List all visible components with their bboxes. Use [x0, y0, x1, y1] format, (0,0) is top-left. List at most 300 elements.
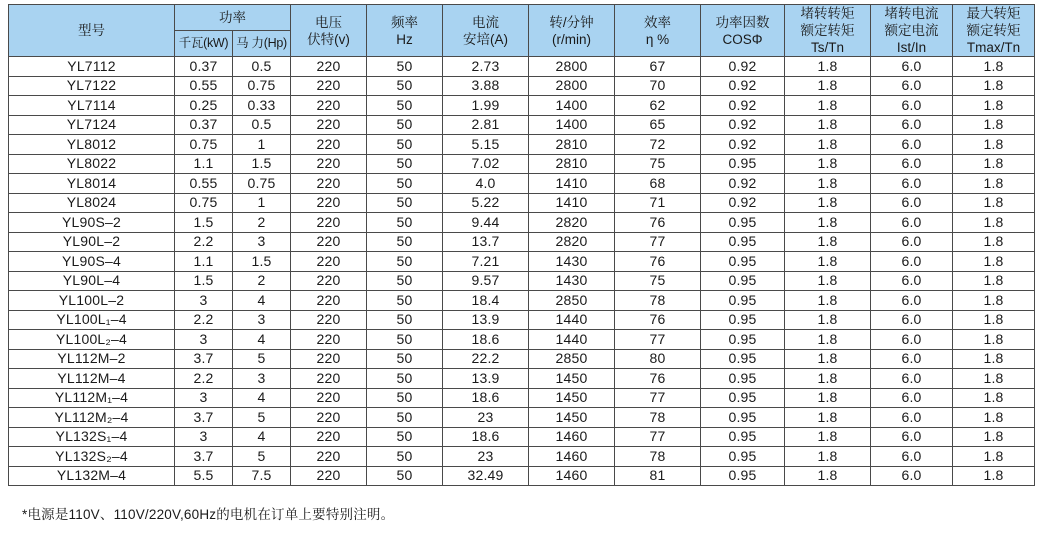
cell-model: YL132M–4	[9, 466, 175, 486]
cell-power-factor: 0.92	[701, 76, 785, 96]
cell-voltage: 220	[291, 291, 367, 311]
cell-locked-torque: 1.8	[785, 76, 871, 96]
header-max-torque-line1: 最大转矩	[966, 6, 1021, 21]
cell-max-torque: 1.8	[953, 427, 1035, 447]
table-row	[9, 427, 1035, 447]
motor-spec-table	[8, 4, 1035, 486]
cell-locked-torque: 1.8	[785, 271, 871, 291]
cell-model: YL112M₁–4	[9, 388, 175, 408]
cell-efficiency: 77	[615, 388, 701, 408]
cell-locked-torque: 1.8	[785, 213, 871, 233]
cell-locked-torque: 1.8	[785, 115, 871, 135]
cell-max-torque: 1.8	[953, 291, 1035, 311]
cell-voltage: 220	[291, 57, 367, 77]
cell-power-kw: 0.55	[175, 174, 233, 194]
cell-current: 4.0	[443, 174, 529, 194]
cell-locked-torque: 1.8	[785, 388, 871, 408]
cell-locked-torque: 1.8	[785, 232, 871, 252]
cell-speed: 1400	[529, 96, 615, 116]
cell-max-torque: 1.8	[953, 135, 1035, 155]
cell-power-factor: 0.92	[701, 57, 785, 77]
cell-locked-torque: 1.8	[785, 252, 871, 272]
cell-voltage: 220	[291, 466, 367, 486]
cell-power-factor: 0.92	[701, 193, 785, 213]
cell-current: 2.73	[443, 57, 529, 77]
cell-model: YL112M–4	[9, 369, 175, 389]
table-row	[9, 232, 1035, 252]
table-row	[9, 330, 1035, 350]
cell-efficiency: 62	[615, 96, 701, 116]
cell-max-torque: 1.8	[953, 310, 1035, 330]
cell-power-kw: 2.2	[175, 369, 233, 389]
cell-locked-current: 6.0	[871, 96, 953, 116]
cell-current: 23	[443, 408, 529, 428]
table-row	[9, 291, 1035, 311]
table-row	[9, 135, 1035, 155]
cell-max-torque: 1.8	[953, 271, 1035, 291]
cell-frequency: 50	[367, 349, 443, 369]
cell-model: YL7122	[9, 76, 175, 96]
cell-locked-torque: 1.8	[785, 291, 871, 311]
table-row	[9, 154, 1035, 174]
table-row	[9, 388, 1035, 408]
cell-voltage: 220	[291, 154, 367, 174]
cell-efficiency: 70	[615, 76, 701, 96]
table-row	[9, 213, 1035, 233]
cell-power-factor: 0.95	[701, 330, 785, 350]
cell-locked-current: 6.0	[871, 232, 953, 252]
cell-efficiency: 76	[615, 310, 701, 330]
cell-power-factor: 0.95	[701, 447, 785, 467]
cell-voltage: 220	[291, 369, 367, 389]
cell-max-torque: 1.8	[953, 388, 1035, 408]
cell-current: 5.22	[443, 193, 529, 213]
cell-max-torque: 1.8	[953, 369, 1035, 389]
cell-voltage: 220	[291, 232, 367, 252]
cell-locked-current: 6.0	[871, 447, 953, 467]
cell-power-hp: 0.75	[233, 76, 291, 96]
cell-voltage: 220	[291, 427, 367, 447]
cell-locked-current: 6.0	[871, 310, 953, 330]
cell-current: 5.15	[443, 135, 529, 155]
header-locked-current-line2: 额定电流	[884, 23, 939, 38]
cell-voltage: 220	[291, 96, 367, 116]
cell-efficiency: 76	[615, 252, 701, 272]
header-locked-current	[871, 5, 953, 57]
cell-voltage: 220	[291, 310, 367, 330]
cell-power-hp: 1.5	[233, 252, 291, 272]
cell-power-hp: 4	[233, 330, 291, 350]
cell-voltage: 220	[291, 408, 367, 428]
cell-power-factor: 0.95	[701, 232, 785, 252]
cell-power-hp: 0.75	[233, 174, 291, 194]
cell-speed: 1430	[529, 271, 615, 291]
header-frequency	[367, 5, 443, 57]
cell-efficiency: 65	[615, 115, 701, 135]
cell-power-hp: 0.5	[233, 115, 291, 135]
cell-power-kw: 0.75	[175, 135, 233, 155]
table-row	[9, 252, 1035, 272]
cell-power-hp: 5	[233, 349, 291, 369]
cell-power-hp: 1	[233, 193, 291, 213]
cell-frequency: 50	[367, 447, 443, 467]
cell-efficiency: 67	[615, 57, 701, 77]
cell-power-factor: 0.95	[701, 291, 785, 311]
cell-current: 13.9	[443, 369, 529, 389]
cell-power-hp: 2	[233, 271, 291, 291]
table-row	[9, 76, 1035, 96]
header-power-factor-line1: 功率因数	[715, 14, 770, 30]
cell-locked-torque: 1.8	[785, 466, 871, 486]
cell-speed: 1410	[529, 174, 615, 194]
cell-max-torque: 1.8	[953, 193, 1035, 213]
cell-current: 18.6	[443, 330, 529, 350]
cell-model: YL90S–2	[9, 213, 175, 233]
cell-locked-current: 6.0	[871, 57, 953, 77]
cell-voltage: 220	[291, 193, 367, 213]
cell-power-factor: 0.95	[701, 349, 785, 369]
cell-speed: 2820	[529, 232, 615, 252]
cell-voltage: 220	[291, 388, 367, 408]
cell-power-factor: 0.95	[701, 310, 785, 330]
cell-frequency: 50	[367, 76, 443, 96]
header-speed	[529, 5, 615, 57]
header-efficiency	[615, 5, 701, 57]
cell-model: YL7114	[9, 96, 175, 116]
cell-power-hp: 7.5	[233, 466, 291, 486]
table-row	[9, 193, 1035, 213]
header-efficiency-line2: η %	[645, 31, 670, 47]
cell-speed: 2800	[529, 76, 615, 96]
cell-power-hp: 1.5	[233, 154, 291, 174]
cell-max-torque: 1.8	[953, 349, 1035, 369]
table-row	[9, 96, 1035, 116]
cell-frequency: 50	[367, 174, 443, 194]
cell-voltage: 220	[291, 115, 367, 135]
cell-current: 18.6	[443, 388, 529, 408]
table-row	[9, 369, 1035, 389]
cell-power-kw: 1.5	[175, 271, 233, 291]
cell-max-torque: 1.8	[953, 466, 1035, 486]
cell-locked-current: 6.0	[871, 271, 953, 291]
cell-model: YL112M₂–4	[9, 408, 175, 428]
cell-frequency: 50	[367, 427, 443, 447]
header-frequency-line2: Hz	[396, 31, 413, 47]
cell-frequency: 50	[367, 96, 443, 116]
cell-locked-torque: 1.8	[785, 349, 871, 369]
cell-model: YL90L–2	[9, 232, 175, 252]
cell-locked-current: 6.0	[871, 388, 953, 408]
cell-power-hp: 3	[233, 232, 291, 252]
cell-max-torque: 1.8	[953, 408, 1035, 428]
cell-locked-torque: 1.8	[785, 408, 871, 428]
cell-speed: 2820	[529, 213, 615, 233]
cell-power-hp: 4	[233, 291, 291, 311]
cell-power-factor: 0.95	[701, 388, 785, 408]
header-locked-torque-line3: Ts/Tn	[810, 40, 844, 55]
cell-power-kw: 0.37	[175, 57, 233, 77]
cell-frequency: 50	[367, 232, 443, 252]
header-frequency-line1: 频率	[391, 14, 418, 30]
cell-model: YL90S–4	[9, 252, 175, 272]
header-model: 型号	[9, 5, 175, 57]
cell-speed: 1440	[529, 310, 615, 330]
header-voltage-line1: 电压	[315, 14, 342, 30]
cell-model: YL132S₁–4	[9, 427, 175, 447]
cell-power-kw: 0.75	[175, 193, 233, 213]
cell-max-torque: 1.8	[953, 96, 1035, 116]
cell-current: 7.21	[443, 252, 529, 272]
table-row	[9, 447, 1035, 467]
header-power: 功率	[175, 5, 291, 31]
cell-speed: 1410	[529, 193, 615, 213]
header-locked-current-line3: Ist/In	[896, 40, 927, 55]
header-max-torque	[953, 5, 1035, 57]
cell-power-kw: 3.7	[175, 349, 233, 369]
cell-efficiency: 78	[615, 408, 701, 428]
table-row	[9, 310, 1035, 330]
table-row	[9, 174, 1035, 194]
cell-efficiency: 80	[615, 349, 701, 369]
cell-efficiency: 78	[615, 447, 701, 467]
cell-locked-current: 6.0	[871, 154, 953, 174]
cell-efficiency: 77	[615, 427, 701, 447]
cell-frequency: 50	[367, 388, 443, 408]
header-max-torque-line2: 额定转矩	[966, 23, 1021, 38]
cell-current: 1.99	[443, 96, 529, 116]
cell-model: YL8014	[9, 174, 175, 194]
cell-current: 13.9	[443, 310, 529, 330]
cell-model: YL7124	[9, 115, 175, 135]
cell-power-kw: 3.7	[175, 408, 233, 428]
cell-voltage: 220	[291, 252, 367, 272]
cell-frequency: 50	[367, 271, 443, 291]
cell-current: 32.49	[443, 466, 529, 486]
header-locked-current-line1: 堵转电流	[884, 6, 939, 21]
cell-voltage: 220	[291, 271, 367, 291]
cell-current: 13.7	[443, 232, 529, 252]
cell-voltage: 220	[291, 213, 367, 233]
header-current-line1: 电流	[472, 14, 499, 30]
cell-power-factor: 0.95	[701, 427, 785, 447]
header-power-factor-line2: COSΦ	[722, 31, 763, 47]
cell-power-kw: 3.7	[175, 447, 233, 467]
cell-speed: 2800	[529, 57, 615, 77]
cell-locked-current: 6.0	[871, 76, 953, 96]
cell-max-torque: 1.8	[953, 154, 1035, 174]
cell-max-torque: 1.8	[953, 447, 1035, 467]
cell-speed: 1450	[529, 369, 615, 389]
cell-speed: 1430	[529, 252, 615, 272]
header-efficiency-line1: 效率	[644, 14, 671, 30]
cell-frequency: 50	[367, 213, 443, 233]
header-current-line2: 安培(A)	[463, 31, 508, 47]
cell-locked-torque: 1.8	[785, 174, 871, 194]
cell-locked-current: 6.0	[871, 349, 953, 369]
cell-power-hp: 5	[233, 447, 291, 467]
cell-max-torque: 1.8	[953, 115, 1035, 135]
cell-efficiency: 71	[615, 193, 701, 213]
cell-power-kw: 3	[175, 427, 233, 447]
cell-power-hp: 3	[233, 310, 291, 330]
cell-model: YL90L–4	[9, 271, 175, 291]
cell-speed: 1460	[529, 427, 615, 447]
cell-locked-current: 6.0	[871, 330, 953, 350]
cell-frequency: 50	[367, 330, 443, 350]
cell-efficiency: 78	[615, 291, 701, 311]
cell-power-factor: 0.95	[701, 213, 785, 233]
cell-power-factor: 0.95	[701, 408, 785, 428]
table-row	[9, 349, 1035, 369]
cell-locked-current: 6.0	[871, 193, 953, 213]
cell-locked-torque: 1.8	[785, 310, 871, 330]
cell-locked-torque: 1.8	[785, 427, 871, 447]
cell-power-kw: 3	[175, 388, 233, 408]
cell-voltage: 220	[291, 447, 367, 467]
cell-max-torque: 1.8	[953, 76, 1035, 96]
cell-model: YL8022	[9, 154, 175, 174]
cell-model: YL100L₂–4	[9, 330, 175, 350]
cell-frequency: 50	[367, 57, 443, 77]
cell-locked-current: 6.0	[871, 369, 953, 389]
header-speed-line1: 转/分钟	[549, 14, 594, 30]
cell-power-kw: 3	[175, 330, 233, 350]
cell-current: 9.57	[443, 271, 529, 291]
cell-power-kw: 3	[175, 291, 233, 311]
cell-power-kw: 0.37	[175, 115, 233, 135]
cell-current: 9.44	[443, 213, 529, 233]
cell-model: YL132S₂–4	[9, 447, 175, 467]
cell-power-hp: 0.5	[233, 57, 291, 77]
header-locked-torque	[785, 5, 871, 57]
table-row	[9, 271, 1035, 291]
cell-power-kw: 5.5	[175, 466, 233, 486]
cell-locked-current: 6.0	[871, 466, 953, 486]
cell-locked-torque: 1.8	[785, 447, 871, 467]
cell-locked-current: 6.0	[871, 408, 953, 428]
cell-power-kw: 1.5	[175, 213, 233, 233]
cell-locked-current: 6.0	[871, 427, 953, 447]
cell-power-hp: 0.33	[233, 96, 291, 116]
header-voltage-line2: 伏特(v)	[307, 31, 350, 47]
table-row	[9, 466, 1035, 486]
cell-voltage: 220	[291, 76, 367, 96]
cell-model: YL7112	[9, 57, 175, 77]
cell-max-torque: 1.8	[953, 213, 1035, 233]
cell-efficiency: 68	[615, 174, 701, 194]
cell-current: 23	[443, 447, 529, 467]
cell-model: YL8012	[9, 135, 175, 155]
cell-locked-torque: 1.8	[785, 369, 871, 389]
cell-frequency: 50	[367, 310, 443, 330]
cell-efficiency: 72	[615, 135, 701, 155]
cell-current: 22.2	[443, 349, 529, 369]
cell-efficiency: 81	[615, 466, 701, 486]
cell-current: 7.02	[443, 154, 529, 174]
table-row	[9, 115, 1035, 135]
cell-frequency: 50	[367, 369, 443, 389]
header-speed-line2: (r/min)	[552, 31, 591, 47]
cell-speed: 1450	[529, 408, 615, 428]
cell-model: YL100L–2	[9, 291, 175, 311]
header-locked-torque-line1: 堵转转矩	[800, 6, 855, 21]
cell-speed: 2810	[529, 154, 615, 174]
cell-max-torque: 1.8	[953, 330, 1035, 350]
cell-current: 2.81	[443, 115, 529, 135]
header-voltage	[291, 5, 367, 57]
cell-frequency: 50	[367, 466, 443, 486]
cell-power-kw: 1.1	[175, 252, 233, 272]
cell-power-kw: 0.25	[175, 96, 233, 116]
header-max-torque-line3: Tmax/Tn	[966, 40, 1021, 55]
cell-model: YL8024	[9, 193, 175, 213]
cell-current: 18.4	[443, 291, 529, 311]
cell-locked-torque: 1.8	[785, 96, 871, 116]
cell-power-hp: 2	[233, 213, 291, 233]
table-row	[9, 408, 1035, 428]
cell-power-factor: 0.92	[701, 135, 785, 155]
cell-current: 3.88	[443, 76, 529, 96]
table-row	[9, 57, 1035, 77]
cell-locked-current: 6.0	[871, 291, 953, 311]
cell-voltage: 220	[291, 135, 367, 155]
cell-efficiency: 75	[615, 154, 701, 174]
cell-frequency: 50	[367, 115, 443, 135]
table-body	[9, 57, 1035, 486]
cell-speed: 1460	[529, 466, 615, 486]
cell-locked-current: 6.0	[871, 213, 953, 233]
cell-locked-torque: 1.8	[785, 154, 871, 174]
cell-efficiency: 77	[615, 232, 701, 252]
cell-max-torque: 1.8	[953, 232, 1035, 252]
cell-speed: 2850	[529, 291, 615, 311]
cell-locked-torque: 1.8	[785, 135, 871, 155]
cell-locked-torque: 1.8	[785, 330, 871, 350]
header-power-hp: 马 力(Hp)	[233, 31, 291, 57]
footnote: *电源是110V、110V/220V,60Hz的电机在订单上要特别注明。	[22, 507, 395, 522]
cell-voltage: 220	[291, 349, 367, 369]
cell-max-torque: 1.8	[953, 174, 1035, 194]
cell-efficiency: 76	[615, 213, 701, 233]
cell-frequency: 50	[367, 408, 443, 428]
cell-speed: 1460	[529, 447, 615, 467]
cell-power-factor: 0.95	[701, 154, 785, 174]
cell-voltage: 220	[291, 174, 367, 194]
cell-efficiency: 75	[615, 271, 701, 291]
cell-frequency: 50	[367, 252, 443, 272]
cell-power-factor: 0.92	[701, 174, 785, 194]
cell-power-hp: 1	[233, 135, 291, 155]
header-power-kw: 千瓦(kW)	[175, 31, 233, 57]
cell-voltage: 220	[291, 330, 367, 350]
cell-speed: 2850	[529, 349, 615, 369]
cell-power-factor: 0.92	[701, 96, 785, 116]
cell-model: YL100L₁–4	[9, 310, 175, 330]
cell-power-kw: 2.2	[175, 232, 233, 252]
header-current	[443, 5, 529, 57]
cell-locked-current: 6.0	[871, 115, 953, 135]
cell-speed: 1450	[529, 388, 615, 408]
cell-efficiency: 76	[615, 369, 701, 389]
cell-frequency: 50	[367, 135, 443, 155]
cell-current: 18.6	[443, 427, 529, 447]
cell-locked-torque: 1.8	[785, 193, 871, 213]
cell-power-kw: 1.1	[175, 154, 233, 174]
cell-model: YL112M–2	[9, 349, 175, 369]
cell-frequency: 50	[367, 193, 443, 213]
header-locked-torque-line2: 额定转矩	[800, 23, 855, 38]
cell-power-factor: 0.95	[701, 466, 785, 486]
